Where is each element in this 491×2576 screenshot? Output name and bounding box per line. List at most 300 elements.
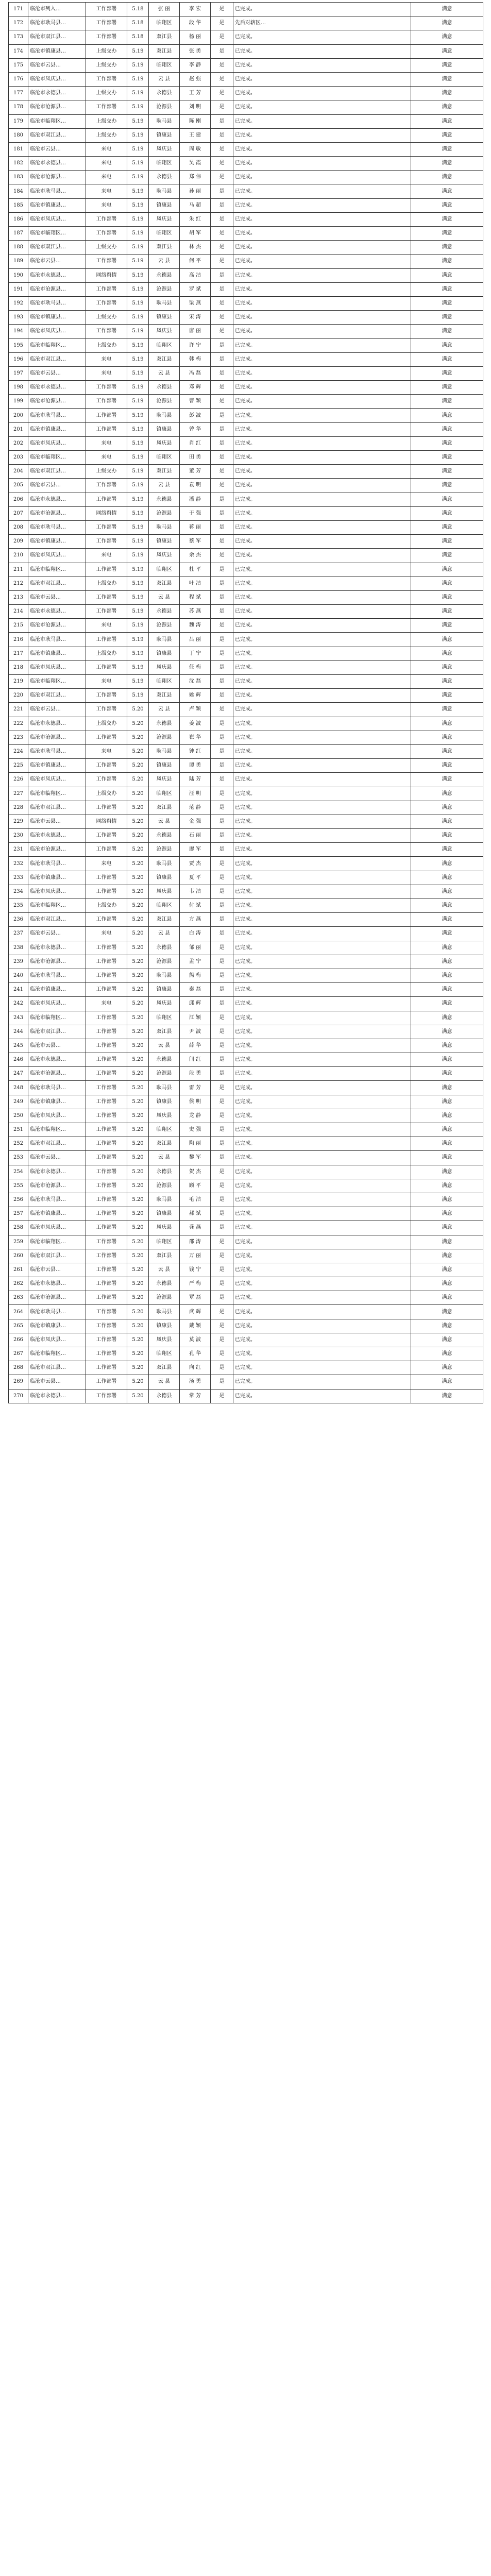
- cell-row-number: 241: [9, 983, 28, 997]
- cell-source-type: 工作部署: [86, 1291, 127, 1305]
- cell-unit: 沧源县: [149, 100, 180, 114]
- table-row: [9, 1207, 483, 1221]
- cell-date: 5.19: [127, 72, 149, 86]
- cell-evaluation: 满意: [411, 128, 483, 142]
- cell-unit: 耿马县: [149, 1305, 180, 1319]
- table-row: [9, 717, 483, 731]
- table-row: [9, 1011, 483, 1025]
- cell-evaluation: 满意: [411, 899, 483, 913]
- table-row: [9, 1389, 483, 1403]
- cell-source-type: 上级交办: [86, 717, 127, 731]
- cell-date: 5.20: [127, 997, 149, 1011]
- cell-row-number: 208: [9, 520, 28, 534]
- cell-date: 5.20: [127, 1291, 149, 1305]
- cell-completed-flag: 是: [211, 3, 233, 16]
- cell-date: 5.20: [127, 731, 149, 744]
- cell-handler: 孙 丽: [180, 184, 211, 198]
- cell-date: 5.20: [127, 829, 149, 843]
- cell-completed-flag: 是: [211, 689, 233, 703]
- cell-item-description: 临沧市双江县…: [28, 465, 86, 479]
- cell-completed-flag: 是: [211, 899, 233, 913]
- table-row: [9, 1319, 483, 1333]
- cell-handler: 彭 波: [180, 409, 211, 422]
- table-row: [9, 1151, 483, 1165]
- cell-item-description: 临沧市耿马县…: [28, 409, 86, 422]
- cell-row-number: 240: [9, 969, 28, 982]
- cell-handler: 曹 颖: [180, 395, 211, 409]
- cell-completed-flag: 是: [211, 352, 233, 366]
- cell-item-description: 临沧市云县…: [28, 1375, 86, 1389]
- cell-unit: 镇康县: [149, 1319, 180, 1333]
- cell-handling-result: 已完成。: [233, 1151, 411, 1165]
- cell-evaluation: 满意: [411, 843, 483, 857]
- cell-date: 5.19: [127, 451, 149, 465]
- cell-source-type: 上级交办: [86, 787, 127, 801]
- cell-completed-flag: 是: [211, 927, 233, 941]
- cell-date: 5.20: [127, 717, 149, 731]
- cell-item-description: 临沧市镇康县…: [28, 983, 86, 997]
- cell-completed-flag: 是: [211, 296, 233, 310]
- cell-source-type: 工作部署: [86, 325, 127, 338]
- cell-completed-flag: 是: [211, 563, 233, 577]
- table-row: [9, 227, 483, 241]
- cell-completed-flag: 是: [211, 1165, 233, 1179]
- cell-evaluation: 满意: [411, 759, 483, 773]
- cell-handler: 叶 洁: [180, 577, 211, 590]
- cell-unit: 永德县: [149, 1165, 180, 1179]
- cell-row-number: 202: [9, 436, 28, 450]
- cell-handling-result: 先后对辖区…: [233, 16, 411, 30]
- cell-evaluation: 满意: [411, 72, 483, 86]
- cell-completed-flag: 是: [211, 422, 233, 436]
- cell-item-description: 临沧市耿马县…: [28, 1193, 86, 1207]
- cell-item-description: 临沧市临翔区…: [28, 675, 86, 689]
- cell-handling-result: 已完成。: [233, 296, 411, 310]
- cell-date: 5.20: [127, 1333, 149, 1347]
- cell-item-description: 临沧市永德县…: [28, 941, 86, 955]
- cell-completed-flag: 是: [211, 983, 233, 997]
- table-row: [9, 1305, 483, 1319]
- table-row: [9, 1039, 483, 1053]
- table-row: [9, 184, 483, 198]
- cell-handling-result: 已完成。: [233, 619, 411, 633]
- cell-item-description: 临沧市镇康县…: [28, 871, 86, 885]
- cell-unit: 镇康县: [149, 535, 180, 549]
- cell-source-type: 来电: [86, 619, 127, 633]
- cell-unit: 云 县: [149, 255, 180, 268]
- cell-completed-flag: 是: [211, 1039, 233, 1053]
- cell-item-description: 临沧市凤庆县…: [28, 72, 86, 86]
- table-row: [9, 296, 483, 310]
- table-row: [9, 100, 483, 114]
- cell-handling-result: 已完成。: [233, 1389, 411, 1403]
- table-row: [9, 899, 483, 913]
- cell-row-number: 253: [9, 1151, 28, 1165]
- cell-handling-result: 已完成。: [233, 114, 411, 128]
- cell-handler: 于 强: [180, 506, 211, 520]
- cell-date: 5.20: [127, 885, 149, 899]
- cell-date: 5.20: [127, 1361, 149, 1375]
- cell-item-description: 临沧市镇康县…: [28, 422, 86, 436]
- cell-handler: 孔 华: [180, 1347, 211, 1361]
- cell-item-description: 临沧市临翔区…: [28, 1011, 86, 1025]
- cell-completed-flag: 是: [211, 801, 233, 815]
- cell-row-number: 245: [9, 1039, 28, 1053]
- cell-handling-result: 已完成。: [233, 44, 411, 58]
- cell-completed-flag: 是: [211, 87, 233, 100]
- table-row: [9, 801, 483, 815]
- cell-handler: 邵 涛: [180, 1235, 211, 1249]
- cell-completed-flag: 是: [211, 338, 233, 352]
- cell-handling-result: 已完成。: [233, 227, 411, 241]
- cell-handler: 龚 燕: [180, 1221, 211, 1235]
- cell-handling-result: 已完成。: [233, 1165, 411, 1179]
- cell-evaluation: 满意: [411, 731, 483, 744]
- cell-handler: 戴 颖: [180, 1319, 211, 1333]
- cell-evaluation: 满意: [411, 255, 483, 268]
- cell-completed-flag: 是: [211, 1179, 233, 1193]
- cell-handler: 李 宏: [180, 3, 211, 16]
- cell-date: 5.19: [127, 198, 149, 212]
- cell-completed-flag: 是: [211, 1263, 233, 1277]
- cell-item-description: 临沧市临翔区…: [28, 563, 86, 577]
- cell-item-description: 临沧市云县…: [28, 1263, 86, 1277]
- cell-handling-result: 已完成。: [233, 1333, 411, 1347]
- cell-source-type: 上级交办: [86, 58, 127, 72]
- cell-source-type: 来电: [86, 184, 127, 198]
- cell-item-description: 临沧市耿马县…: [28, 857, 86, 871]
- cell-handling-result: 已完成。: [233, 1053, 411, 1067]
- cell-date: 5.20: [127, 1277, 149, 1291]
- cell-handler: 程 斌: [180, 590, 211, 604]
- cell-unit: 双江县: [149, 465, 180, 479]
- cell-row-number: 219: [9, 675, 28, 689]
- cell-completed-flag: 是: [211, 619, 233, 633]
- cell-row-number: 190: [9, 268, 28, 282]
- cell-completed-flag: 是: [211, 255, 233, 268]
- cell-row-number: 269: [9, 1375, 28, 1389]
- cell-evaluation: 满意: [411, 381, 483, 395]
- cell-item-description: 临沧市凤庆县…: [28, 997, 86, 1011]
- cell-handling-result: 已完成。: [233, 493, 411, 506]
- cell-item-description: 临沧市双江县…: [28, 1361, 86, 1375]
- cell-handler: 郑 伟: [180, 171, 211, 184]
- cell-source-type: 来电: [86, 142, 127, 156]
- cell-handler: 陈 刚: [180, 114, 211, 128]
- table-row: [9, 955, 483, 969]
- cell-evaluation: 满意: [411, 1361, 483, 1375]
- cell-unit: 双江县: [149, 1025, 180, 1039]
- cell-completed-flag: 是: [211, 871, 233, 885]
- cell-date: 5.20: [127, 871, 149, 885]
- cell-evaluation: 满意: [411, 366, 483, 380]
- cell-date: 5.20: [127, 1389, 149, 1403]
- cell-row-number: 199: [9, 395, 28, 409]
- cell-row-number: 242: [9, 997, 28, 1011]
- cell-row-number: 252: [9, 1137, 28, 1151]
- cell-handling-result: 已完成。: [233, 1067, 411, 1081]
- cell-item-description: 临沧市双江县…: [28, 1249, 86, 1263]
- cell-handler: 汤 勇: [180, 1375, 211, 1389]
- cell-date: 5.20: [127, 1053, 149, 1067]
- cell-source-type: 上级交办: [86, 465, 127, 479]
- cell-handling-result: 已完成。: [233, 549, 411, 563]
- table-row: [9, 255, 483, 268]
- cell-unit: 双江县: [149, 1249, 180, 1263]
- cell-source-type: 工作部署: [86, 1123, 127, 1137]
- cell-date: 5.19: [127, 241, 149, 255]
- cell-row-number: 213: [9, 590, 28, 604]
- cell-unit: 临翔区: [149, 1347, 180, 1361]
- cell-source-type: 工作部署: [86, 296, 127, 310]
- cell-evaluation: 满意: [411, 16, 483, 30]
- cell-date: 5.18: [127, 3, 149, 16]
- table-row: [9, 843, 483, 857]
- cell-evaluation: 满意: [411, 1081, 483, 1095]
- cell-evaluation: 满意: [411, 1053, 483, 1067]
- cell-item-description: 临沧市永德县…: [28, 1165, 86, 1179]
- cell-row-number: 251: [9, 1123, 28, 1137]
- cell-completed-flag: 是: [211, 157, 233, 171]
- cell-source-type: 工作部署: [86, 1305, 127, 1319]
- cell-item-description: 临沧市永德县…: [28, 493, 86, 506]
- cell-row-number: 180: [9, 128, 28, 142]
- cell-handler: 秦 磊: [180, 983, 211, 997]
- cell-unit: 凤庆县: [149, 997, 180, 1011]
- cell-date: 5.19: [127, 506, 149, 520]
- cell-handling-result: 已完成。: [233, 381, 411, 395]
- cell-row-number: 270: [9, 1389, 28, 1403]
- cell-unit: 镇康县: [149, 759, 180, 773]
- cell-item-description: 临沧市镇康县…: [28, 1095, 86, 1109]
- cell-handling-result: 已完成。: [233, 1011, 411, 1025]
- cell-handler: 田 勇: [180, 451, 211, 465]
- cell-unit: 永德县: [149, 605, 180, 619]
- cell-handler: 梁 燕: [180, 296, 211, 310]
- cell-source-type: 工作部署: [86, 1361, 127, 1375]
- cell-handler: 胡 军: [180, 227, 211, 241]
- cell-completed-flag: 是: [211, 1137, 233, 1151]
- cell-handler: 刘 明: [180, 100, 211, 114]
- table-row: [9, 1025, 483, 1039]
- cell-evaluation: 满意: [411, 296, 483, 310]
- cell-completed-flag: 是: [211, 268, 233, 282]
- cell-row-number: 171: [9, 3, 28, 16]
- cell-handling-result: 已完成。: [233, 997, 411, 1011]
- cell-source-type: 工作部署: [86, 1053, 127, 1067]
- cell-date: 5.19: [127, 660, 149, 674]
- cell-unit: 永德县: [149, 1053, 180, 1067]
- cell-source-type: 工作部署: [86, 255, 127, 268]
- cell-handler: 姜 波: [180, 717, 211, 731]
- cell-row-number: 189: [9, 255, 28, 268]
- cell-source-type: 上级交办: [86, 577, 127, 590]
- cell-row-number: 250: [9, 1109, 28, 1123]
- cell-source-type: 工作部署: [86, 773, 127, 787]
- cell-source-type: 工作部署: [86, 801, 127, 815]
- cell-unit: 临翔区: [149, 787, 180, 801]
- cell-date: 5.20: [127, 773, 149, 787]
- cell-item-description: 临沧市云县…: [28, 590, 86, 604]
- cell-evaluation: 满意: [411, 1067, 483, 1081]
- cell-row-number: 215: [9, 619, 28, 633]
- cell-handler: 钟 红: [180, 744, 211, 758]
- cell-item-description: 临沧市云县…: [28, 142, 86, 156]
- cell-row-number: 206: [9, 493, 28, 506]
- cell-row-number: 195: [9, 338, 28, 352]
- cell-completed-flag: 是: [211, 773, 233, 787]
- cell-evaluation: 满意: [411, 1151, 483, 1165]
- cell-evaluation: 满意: [411, 871, 483, 885]
- cell-source-type: 工作部署: [86, 1137, 127, 1151]
- table-row: [9, 311, 483, 325]
- cell-handling-result: 已完成。: [233, 563, 411, 577]
- cell-row-number: 205: [9, 479, 28, 493]
- table-row: [9, 1333, 483, 1347]
- cell-handling-result: 已完成。: [233, 1291, 411, 1305]
- cell-row-number: 236: [9, 913, 28, 927]
- cell-date: 5.20: [127, 1305, 149, 1319]
- cell-handler: 覃 磊: [180, 1291, 211, 1305]
- cell-completed-flag: 是: [211, 171, 233, 184]
- cell-unit: 永德县: [149, 493, 180, 506]
- cell-unit: 沧源县: [149, 506, 180, 520]
- table-row: [9, 451, 483, 465]
- cell-evaluation: 满意: [411, 703, 483, 717]
- cell-handler: 陆 芳: [180, 773, 211, 787]
- cell-source-type: 工作部署: [86, 1375, 127, 1389]
- cell-source-type: 工作部署: [86, 843, 127, 857]
- cell-evaluation: 满意: [411, 787, 483, 801]
- table-row: [9, 744, 483, 758]
- cell-source-type: 工作部署: [86, 1263, 127, 1277]
- cell-source-type: 工作部署: [86, 1221, 127, 1235]
- cell-completed-flag: 是: [211, 1207, 233, 1221]
- cell-date: 5.19: [127, 422, 149, 436]
- cell-unit: 云 县: [149, 1039, 180, 1053]
- cell-handler: 江 颖: [180, 1011, 211, 1025]
- cell-evaluation: 满意: [411, 1039, 483, 1053]
- cell-unit: 沧源县: [149, 395, 180, 409]
- cell-date: 5.19: [127, 184, 149, 198]
- cell-row-number: 192: [9, 296, 28, 310]
- cell-evaluation: 满意: [411, 1235, 483, 1249]
- cell-handling-result: 已完成。: [233, 787, 411, 801]
- cell-handling-result: 已完成。: [233, 535, 411, 549]
- table-row: [9, 1263, 483, 1277]
- cell-evaluation: 满意: [411, 100, 483, 114]
- cell-source-type: 工作部署: [86, 1319, 127, 1333]
- cell-item-description: 临沧市沧源县…: [28, 171, 86, 184]
- cell-source-type: 工作部署: [86, 1067, 127, 1081]
- cell-unit: 云 县: [149, 927, 180, 941]
- cell-evaluation: 满意: [411, 675, 483, 689]
- cell-handler: 熊 梅: [180, 969, 211, 982]
- cell-handler: 钱 宁: [180, 1263, 211, 1277]
- cell-handling-result: 已完成。: [233, 506, 411, 520]
- cell-completed-flag: 是: [211, 843, 233, 857]
- cell-evaluation: 满意: [411, 689, 483, 703]
- cell-item-description: 临沧市云县…: [28, 1151, 86, 1165]
- cell-completed-flag: 是: [211, 941, 233, 955]
- cell-handler: 石 丽: [180, 829, 211, 843]
- cell-unit: 沧源县: [149, 1067, 180, 1081]
- cell-handler: 冯 磊: [180, 366, 211, 380]
- cell-handling-result: 已完成。: [233, 100, 411, 114]
- cell-row-number: 259: [9, 1235, 28, 1249]
- cell-evaluation: 满意: [411, 1193, 483, 1207]
- cell-item-description: 临沧市云县…: [28, 366, 86, 380]
- cell-handler: 潘 静: [180, 493, 211, 506]
- cell-completed-flag: 是: [211, 857, 233, 871]
- cell-evaluation: 满意: [411, 352, 483, 366]
- cell-handling-result: 已完成。: [233, 633, 411, 647]
- cell-item-description: 临沧市沧源县…: [28, 955, 86, 969]
- cell-row-number: 223: [9, 731, 28, 744]
- cell-date: 5.20: [127, 927, 149, 941]
- cell-source-type: 来电: [86, 997, 127, 1011]
- cell-handler: 向 红: [180, 1361, 211, 1375]
- table-row: [9, 927, 483, 941]
- cell-row-number: 227: [9, 787, 28, 801]
- cell-unit: 临翔区: [149, 675, 180, 689]
- cell-item-description: 临沧市永德县…: [28, 157, 86, 171]
- cell-handler: 宋 涛: [180, 311, 211, 325]
- cell-completed-flag: 是: [211, 1249, 233, 1263]
- cell-item-description: 临沧市耿马县…: [28, 744, 86, 758]
- cell-date: 5.20: [127, 1067, 149, 1081]
- cell-item-description: 临沧市双江县…: [28, 1025, 86, 1039]
- cell-handling-result: 已完成。: [233, 773, 411, 787]
- cell-unit: 双江县: [149, 1137, 180, 1151]
- cell-handler: 吕 丽: [180, 633, 211, 647]
- table-row: [9, 1067, 483, 1081]
- cell-item-description: 临沧市永德县…: [28, 1389, 86, 1403]
- cell-handling-result: 已完成。: [233, 436, 411, 450]
- table-row: [9, 1193, 483, 1207]
- cell-item-description: 临沧市云县…: [28, 1039, 86, 1053]
- cell-date: 5.19: [127, 128, 149, 142]
- cell-unit: 凤庆县: [149, 142, 180, 156]
- cell-handling-result: 已完成。: [233, 843, 411, 857]
- cell-handler: 金 强: [180, 815, 211, 828]
- table-row: [9, 268, 483, 282]
- cell-handling-result: 已完成。: [233, 171, 411, 184]
- cell-evaluation: 满意: [411, 955, 483, 969]
- cell-row-number: 233: [9, 871, 28, 885]
- cell-row-number: 234: [9, 885, 28, 899]
- cell-unit: 耿马县: [149, 520, 180, 534]
- cell-item-description: 临沧市沧源县…: [28, 395, 86, 409]
- cell-completed-flag: 是: [211, 142, 233, 156]
- cell-evaluation: 满意: [411, 1389, 483, 1403]
- table-row: [9, 1109, 483, 1123]
- cell-evaluation: 满意: [411, 493, 483, 506]
- cell-evaluation: 满意: [411, 171, 483, 184]
- cell-item-description: 临沧市凤庆县…: [28, 325, 86, 338]
- cell-evaluation: 满意: [411, 395, 483, 409]
- cell-unit: 沧源县: [149, 1179, 180, 1193]
- cell-evaluation: 满意: [411, 1305, 483, 1319]
- cell-source-type: 工作部署: [86, 689, 127, 703]
- cell-row-number: 196: [9, 352, 28, 366]
- cell-evaluation: 满意: [411, 633, 483, 647]
- table-row: [9, 114, 483, 128]
- cell-handler: 龙 静: [180, 1109, 211, 1123]
- cell-source-type: 工作部署: [86, 409, 127, 422]
- cell-handling-result: 已完成。: [233, 731, 411, 744]
- table-row: [9, 871, 483, 885]
